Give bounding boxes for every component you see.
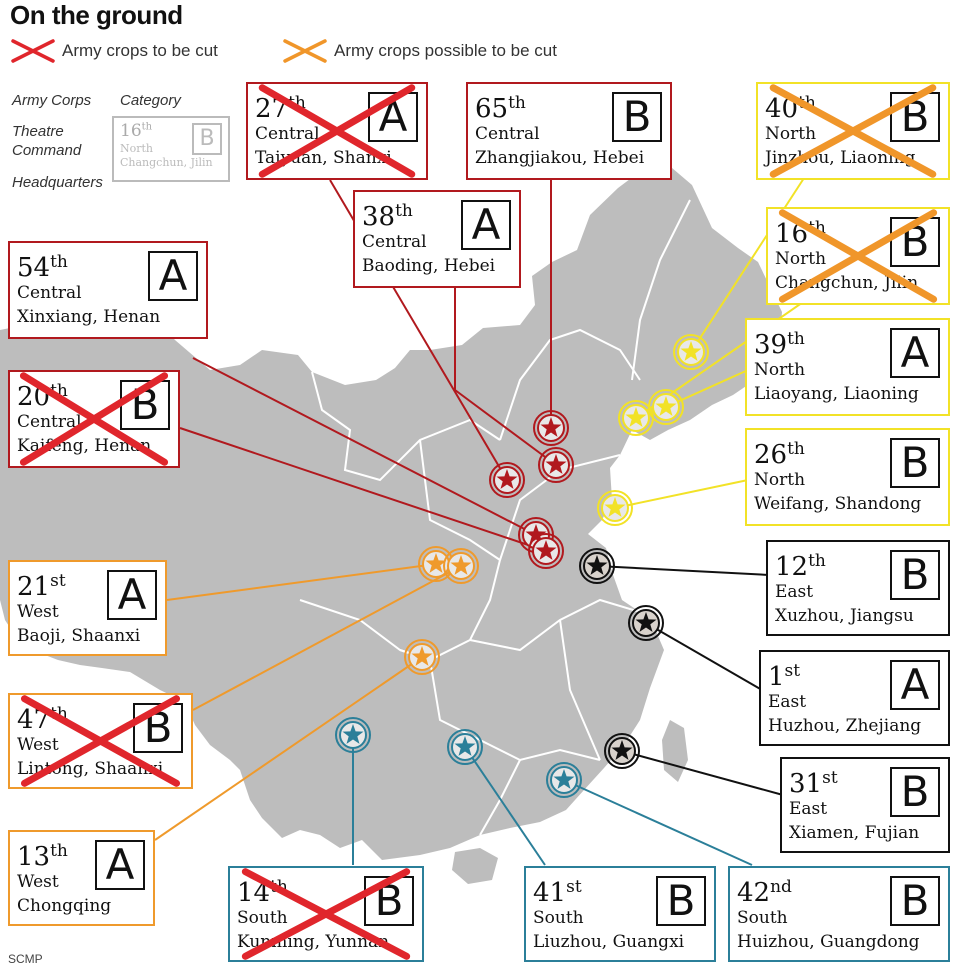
east-hq-marker — [629, 606, 663, 640]
corps-suffix: st — [50, 571, 66, 591]
corps-category: B — [890, 550, 940, 600]
corps-suffix: th — [395, 201, 413, 221]
corps-theatre: North — [754, 360, 806, 380]
corps-number: 65 — [475, 94, 509, 124]
credit: SCMP — [8, 952, 43, 966]
corps-number: 42 — [737, 878, 771, 908]
corps-theatre: North — [775, 249, 827, 269]
key-sample-suffix: th — [141, 121, 153, 133]
corps-headquarters: Xinxiang, Henan — [17, 307, 161, 327]
page-title: On the ground — [10, 0, 183, 30]
corps-theatre: West — [17, 602, 59, 622]
corps-number: 12 — [775, 552, 809, 582]
corps-number: 26 — [754, 440, 788, 470]
key-sample-category: B — [192, 123, 222, 155]
corps-card-42 — [728, 866, 950, 962]
corps-theatre: North — [765, 124, 817, 144]
corps-category: B — [656, 876, 706, 926]
corps-number: 38 — [362, 202, 396, 232]
central-hq-marker — [529, 534, 563, 568]
corps-headquarters: Baoji, Shaanxi — [17, 626, 141, 646]
corps-category: B — [612, 92, 662, 142]
corps-headquarters: Xiamen, Fujian — [789, 823, 920, 843]
corps-card-1 — [759, 650, 950, 746]
legend-cut-label: Army crops to be cut — [62, 41, 218, 60]
corps-theatre: North — [754, 470, 806, 490]
corps-suffix: th — [798, 93, 816, 113]
corps-theatre: Central — [362, 232, 427, 252]
corps-card-26 — [745, 428, 950, 526]
corps-theatre: West — [17, 735, 59, 755]
corps-category: B — [890, 876, 940, 926]
corps-card-39 — [745, 318, 950, 416]
corps-suffix: nd — [770, 877, 792, 897]
west-hq-marker — [444, 549, 478, 583]
corps-headquarters: Kaifeng, Henan — [17, 436, 152, 456]
corps-headquarters: Changchun, Jilin — [775, 273, 919, 293]
corps-card-54 — [8, 241, 208, 339]
corps-headquarters: Liuzhou, Guangxi — [533, 932, 685, 952]
corps-suffix: th — [288, 93, 306, 113]
corps-category: B — [890, 438, 940, 488]
corps-number: 39 — [754, 330, 788, 360]
corps-headquarters: Huizhou, Guangdong — [737, 932, 920, 952]
corps-suffix: th — [787, 329, 805, 349]
corps-suffix: th — [808, 218, 826, 238]
corps-card-47 — [8, 693, 193, 789]
corps-suffix: st — [566, 877, 582, 897]
corps-theatre: Central — [255, 124, 320, 144]
corps-suffix: th — [270, 877, 288, 897]
north-hq-marker — [649, 390, 683, 424]
east-hq-marker — [605, 734, 639, 768]
corps-headquarters: Xuzhou, Jiangsu — [775, 606, 914, 626]
key-headquarters: Headquarters — [12, 174, 103, 191]
corps-theatre: East — [775, 582, 814, 602]
corps-theatre: Central — [17, 283, 82, 303]
corps-category: B — [364, 876, 414, 926]
corps-card-31 — [780, 757, 950, 853]
orange-cross-icon — [282, 38, 328, 64]
corps-category: B — [890, 767, 940, 817]
west-hq-marker — [405, 640, 439, 674]
north-hq-marker — [619, 401, 653, 435]
corps-suffix: th — [787, 439, 805, 459]
corps-headquarters: Baoding, Hebei — [362, 256, 496, 276]
corps-theatre: East — [768, 692, 807, 712]
corps-headquarters: Taiyuan, Shanxi — [255, 148, 392, 168]
corps-suffix: th — [50, 704, 68, 724]
corps-number: 47 — [17, 705, 51, 735]
corps-number: 31 — [789, 769, 823, 799]
red-cross-icon — [10, 38, 56, 64]
corps-theatre: South — [533, 908, 584, 928]
corps-category: B — [120, 380, 170, 430]
corps-number: 13 — [17, 842, 51, 872]
corps-category: A — [148, 251, 198, 301]
hainan-island — [452, 848, 498, 884]
key-sample-card — [112, 116, 230, 182]
corps-number: 40 — [765, 94, 799, 124]
key-sample-number: 16 — [120, 121, 142, 141]
corps-suffix: th — [50, 252, 68, 272]
corps-card-12 — [766, 540, 950, 636]
corps-headquarters: Zhangjiakou, Hebei — [475, 148, 645, 168]
corps-number: 27 — [255, 94, 289, 124]
corps-number: 14 — [237, 878, 271, 908]
corps-card-21 — [8, 560, 167, 656]
corps-theatre: East — [789, 799, 828, 819]
key-sample-hq: Changchun, Jilin — [120, 156, 213, 169]
corps-category: A — [368, 92, 418, 142]
taiwan-island — [662, 720, 688, 782]
corps-suffix: st — [822, 768, 838, 788]
central-hq-marker — [539, 448, 573, 482]
legend-cut — [10, 38, 218, 64]
corps-category: A — [461, 200, 511, 250]
corps-suffix: th — [808, 551, 826, 571]
corps-card-41 — [524, 866, 716, 962]
key-category: Category — [120, 92, 181, 109]
key-theatre-command: Theatre Command — [12, 123, 82, 159]
corps-card-16 — [766, 207, 950, 305]
corps-category: A — [890, 660, 940, 710]
corps-category: A — [95, 840, 145, 890]
corps-card-13 — [8, 830, 155, 926]
corps-card-20 — [8, 370, 180, 468]
corps-category: B — [890, 217, 940, 267]
corps-card-40 — [756, 82, 950, 180]
corps-number: 54 — [17, 253, 51, 283]
south-hq-marker — [448, 730, 482, 764]
corps-suffix: th — [508, 93, 526, 113]
east-hq-marker — [580, 549, 614, 583]
corps-number: 21 — [17, 572, 51, 602]
corps-category: B — [890, 92, 940, 142]
corps-suffix: th — [50, 841, 68, 861]
corps-theatre: West — [17, 872, 59, 892]
north-hq-marker — [598, 491, 632, 525]
central-hq-marker — [534, 411, 568, 445]
corps-headquarters: Kunming, Yunnan — [237, 932, 390, 952]
corps-headquarters: Huzhou, Zhejiang — [768, 716, 922, 736]
corps-card-65 — [466, 82, 672, 180]
central-hq-marker — [490, 463, 524, 497]
corps-theatre: Central — [17, 412, 82, 432]
corps-number: 20 — [17, 382, 51, 412]
key-sample-theatre: North — [120, 142, 154, 155]
map-key — [8, 88, 228, 198]
legend-possible — [282, 38, 557, 64]
corps-category: A — [890, 328, 940, 378]
corps-headquarters: Chongqing — [17, 896, 112, 916]
corps-card-14 — [228, 866, 424, 962]
corps-suffix: th — [50, 381, 68, 401]
corps-theatre: South — [237, 908, 288, 928]
south-hq-marker — [547, 763, 581, 797]
corps-theatre: Central — [475, 124, 540, 144]
corps-category: A — [107, 570, 157, 620]
corps-card-38 — [353, 190, 521, 288]
south-hq-marker — [336, 718, 370, 752]
legend-possible-label: Army crops possible to be cut — [334, 41, 557, 60]
corps-category: B — [133, 703, 183, 753]
corps-headquarters: Jinzhou, Liaoning — [765, 148, 916, 168]
corps-card-27 — [246, 82, 428, 180]
corps-number: 16 — [775, 219, 809, 249]
corps-theatre: South — [737, 908, 788, 928]
corps-headquarters: Liaoyang, Liaoning — [754, 384, 919, 404]
corps-headquarters: Weifang, Shandong — [754, 494, 922, 514]
corps-suffix: st — [784, 661, 801, 681]
corps-headquarters: Lintong, Shaanxi — [17, 759, 164, 779]
corps-number: 1 — [768, 662, 785, 692]
north-hq-marker — [674, 335, 708, 369]
key-army-corps: Army Corps — [12, 92, 92, 109]
corps-number: 41 — [533, 878, 567, 908]
